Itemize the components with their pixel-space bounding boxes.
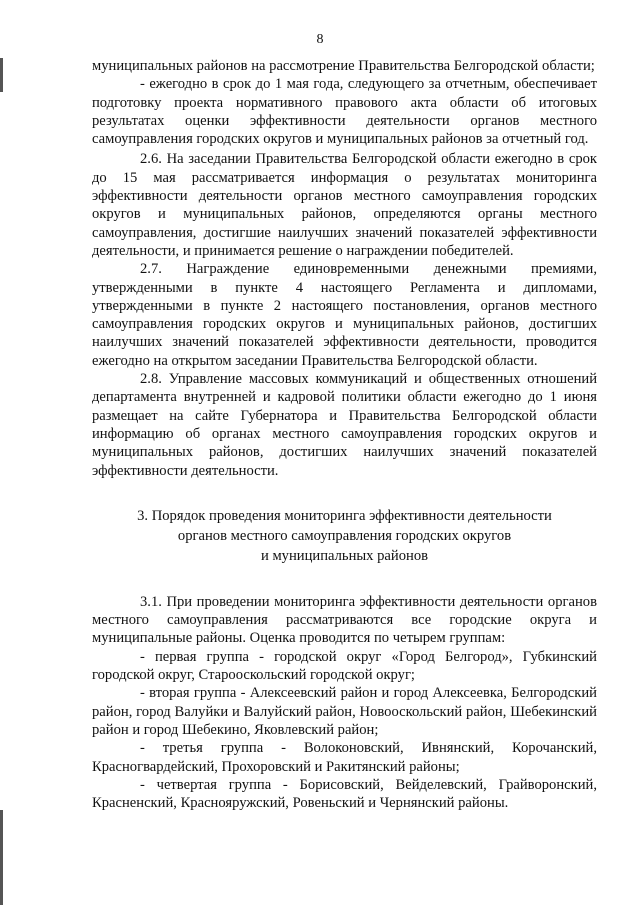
section-3-heading-line-1: 3. Порядок проведения мониторинга эффективности деятельности <box>137 507 552 524</box>
paragraph-2-8: 2.8. Управление массовых коммуникаций и общественных отношений департамента внутренней и кадровой политики области ежегодно до 1 июня размещает на сайте Губернатора и Правительства Белгородской области информацию об органах местного самоуправления городских округов и муниципальных районов, достигших наилучших значений показателей эффективности деятельности. <box>92 371 597 479</box>
paragraph-2-6: 2.6. На заседании Правительства Белгородской области ежегодно в срок до 15 мая рассматривается информация о результатах мониторинга эффективности деятельности органов местного самоуправления городских округов и муниципальных районов, определяются органы местного самоуправления, достигшие наилучших значений показателей эффективности деятельности, и принимается решение о награждении победителей. <box>92 151 597 259</box>
paragraph-continuation: муниципальных районов на рассмотрение Правительства Белгородской области; <box>92 58 595 74</box>
section-3-heading-line-2: органов местного самоуправления городских округов <box>177 527 512 544</box>
paragraph-2-7: 2.7. Награждение единовременными денежными премиями, утвержденными в пункте 4 настоящего Регламента и дипломами, утвержденными в пункте 2 настоящего постановления, органов местного самоуправления городских округов и муниципальных районов, достигших наилучших значений показателей эффективности деятельности, проводится ежегодно на открытом заседании Правительства Белгородской области. <box>92 261 597 369</box>
section-3-heading <box>92 506 597 566</box>
list-item-group-2: - вторая группа - Алексеевский район и город Алексеевка, Белгородский район, город Валуйки и Валуйский район, Новооскольский район, Шебекинский район и город Шебекино, Яковлевский район; <box>92 685 597 738</box>
list-item-group-3: - третья группа - Волоконовский, Ивнянский, Корочанский, Красногвардейский, Прохоровский и Ракитянский районы; <box>92 740 597 775</box>
paragraph-annual-may-1: - ежегодно в срок до 1 мая года, следующего за отчетным, обеспечивает подготовку проекта нормативного правового акта области об итоговых результатах оценки эффективности деятельности органов местного самоуправления городских округов и муниципальных районов за отчетный год. <box>92 76 597 148</box>
list-item-group-1: - первая группа - городской округ «Город Белгород», Губкинский городской округ, Старооскольский городской округ; <box>92 648 597 684</box>
scan-edge-mark-bottom <box>0 810 3 905</box>
paragraph-3-1: 3.1. При проведении мониторинга эффективности деятельности органов местного самоуправления рассматриваются все городские округа и муниципальные районы. Оценка проводится по четырем группам: <box>92 593 597 647</box>
document-body <box>92 57 597 812</box>
page-number: 8 <box>316 32 324 47</box>
list-item-group-4: - четвертая группа - Борисовский, Вейделевский, Грайворонский, Красненский, Краснояружский, Ровеньский и Чернянский районы. <box>92 776 597 812</box>
scan-edge-mark-top <box>0 58 3 92</box>
section-3-heading-line-3: и муниципальных районов <box>260 547 429 564</box>
